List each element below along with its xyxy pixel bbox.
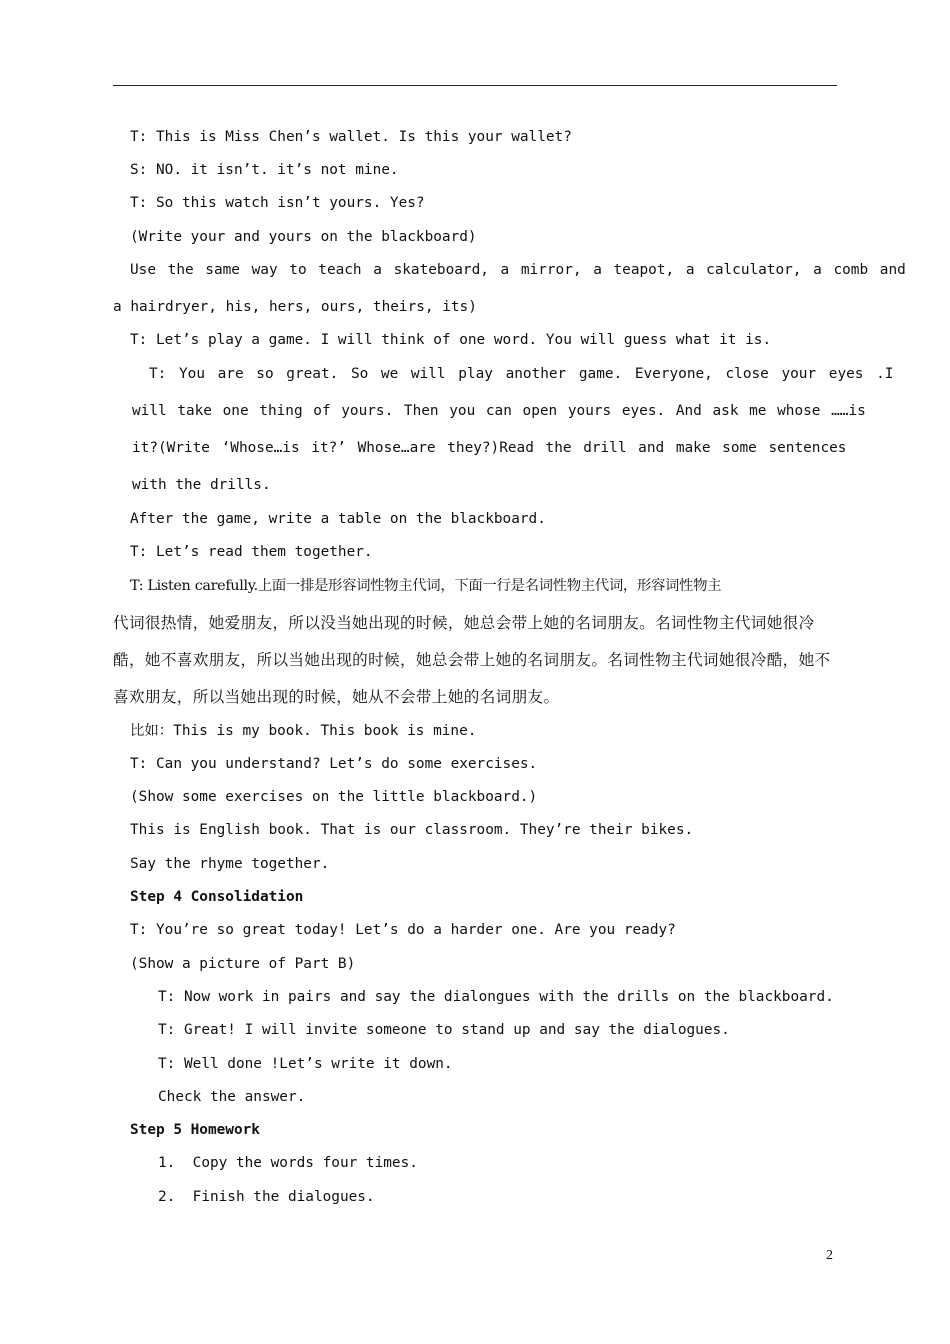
text-line-cn: 酷，她不喜欢朋友，所以当她出现的时候，她总会带上她的名词朋友。名词性物主代词她很冷酷，她不 (113, 651, 831, 669)
text-line: (Write your and yours on the blackboard) (130, 229, 477, 245)
text-line: Use the same way to teach a skateboard, a mirror, a teapot, a calculator, a comb and (130, 262, 906, 278)
text-line: T: Great! I will invite someone to stand up and say the dialogues. (158, 1022, 730, 1038)
section-heading-step5: Step 5 Homework (130, 1122, 260, 1138)
section-heading-step4: Step 4 Consolidation (130, 889, 304, 905)
text-line: T: Now work in pairs and say the dialongues with the drills on the blackboard. (158, 989, 834, 1005)
text-line: T: Well done !Let’s write it down. (158, 1056, 453, 1072)
text-line-cn: T: Listen carefully.上面一排是形容词性物主代词，下面一行是名词性物主代词，形容词性物主 (130, 578, 722, 594)
text-line: T: You’re so great today! Let’s do a harder one. Are you ready? (130, 922, 676, 938)
text-line: (Show a picture of Part B) (130, 956, 356, 972)
text-line: Check the answer. (158, 1089, 306, 1105)
text-line: Say the rhyme together. (130, 856, 330, 872)
text-line: S: NO. it isn’t. it’s not mine. (130, 162, 399, 178)
text-line: T: This is Miss Chen’s wallet. Is this your wallet? (130, 129, 572, 145)
text-line: T: Can you understand? Let’s do some exercises. (130, 756, 538, 772)
text-line: T: You are so great. So we will play another game. Everyone, close your eyes .I (149, 366, 894, 382)
text-line: T: Let’s play a game. I will think of one word. You will guess what it is. (130, 332, 772, 348)
text-line: with the drills. (132, 477, 271, 493)
text-line-cn: 喜欢朋友，所以当她出现的时候，她从不会带上她的名词朋友。 (113, 688, 560, 706)
text-line: will take one thing of yours. Then you can open yours eyes. And ask me whose ……is (132, 403, 866, 419)
text-line: After the game, write a table on the blackboard. (130, 511, 546, 527)
text-line: (Show some exercises on the little blackboard.) (130, 789, 538, 805)
text-line-cn: 代词很热情，她爱朋友，所以没当她出现的时候，她总会带上她的名词朋友。名词性物主代词她很冷 (113, 614, 815, 632)
text-line: T: So this watch isn’t yours. Yes? (130, 195, 425, 211)
text-line: a hairdryer, his, hers, ours, theirs, its) (113, 299, 477, 315)
list-item: 1. Copy the words four times. (158, 1155, 418, 1171)
header-rule (113, 85, 837, 86)
text-line: This is English book. That is our classroom. They’re their bikes. (130, 822, 694, 838)
list-item: 2. Finish the dialogues. (158, 1189, 375, 1205)
text-line: it?(Write ‘Whose…is it?’ Whose…are they?)Read the drill and make some sentences (132, 440, 847, 456)
text-line: 比如：This is my book. This book is mine. (130, 723, 477, 739)
page-number: 2 (826, 1248, 833, 1263)
text-line: T: Let’s read them together. (130, 544, 373, 560)
